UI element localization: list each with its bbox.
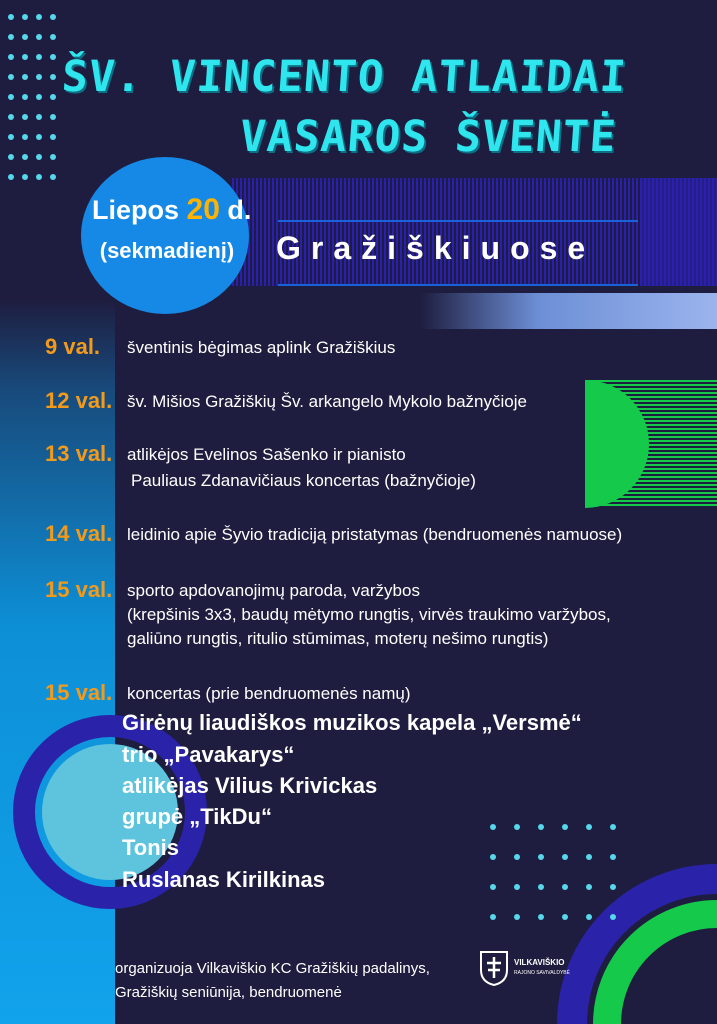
date-circle [81,157,252,314]
schedule-time: 15 val. [45,680,113,705]
schedule-desc: leidinio apie Šyvio tradiciją pristatymas (bendruomenės namuose) [127,525,623,544]
title-line-2: VASAROS ŠVENTĖ [238,112,619,162]
performer: trio „Pavakarys“ [122,742,295,767]
schedule-desc: (krepšinis 3x3, baudų mėtymo rungtis, virvės traukimo varžybos, [127,605,611,624]
schedule-desc: Pauliaus Zdanavičiaus koncertas (bažnyčioje) [131,471,476,490]
schedule-desc: galiūno rungtis, ritulio stūmimas, moterų nešimo rungtis) [127,629,549,648]
date-suffix: d. [227,195,252,225]
performer: Ruslanas Kirilkinas [122,867,325,892]
title-line-1: ŠV. VINCENTO ATLAIDAI [60,52,629,102]
schedule-desc: šv. Mišios Gražiškių Šv. arkangelo Mykolo bažnyčioje [127,392,527,411]
coat-of-arms-icon [479,950,509,986]
performer: Girėnų liaudiškos muzikos kapela „Versmė“ [122,710,582,735]
organizer-line-2: Gražiškių seniūnija, bendruomenė [115,984,342,1001]
schedule-time: 9 val. [45,334,101,359]
schedule-desc: atlikėjos Evelinos Sašenko ir pianisto [127,445,406,464]
schedule-desc: koncertas (prie bendruomenės namų) [127,684,411,703]
logo-name: VILKAVIŠKIO [514,958,565,967]
performer: atlikėjas Vilius Krivickas [122,773,378,798]
date-day: 20 [186,193,220,226]
schedule-time: 15 val. [45,577,113,602]
schedule-desc: šventinis bėgimas aplink Gražiškius [127,338,396,357]
organizer-line-1: organizuoja Vilkaviškio KC Gražiškių padalinys, [115,960,430,977]
schedule-desc: sporto apdovanojimų paroda, varžybos [127,581,420,600]
date-weekday: (sekmadienį) [99,238,235,263]
performer: Tonis [122,835,180,860]
dot-grid-bottom-right [490,824,634,920]
schedule-time: 14 val. [45,521,113,546]
dot-grid-top-left [8,14,64,180]
performer: grupė „TikDu“ [122,804,272,829]
logo-sub: RAJONO SAVIVALDYBĖ [514,970,570,976]
place-name: Gražiškiuose [276,230,596,266]
date-month: Liepos [92,195,180,225]
date-text [92,193,252,227]
light-bar [420,293,717,329]
schedule-time: 13 val. [45,441,113,466]
schedule-time: 12 val. [45,388,113,413]
